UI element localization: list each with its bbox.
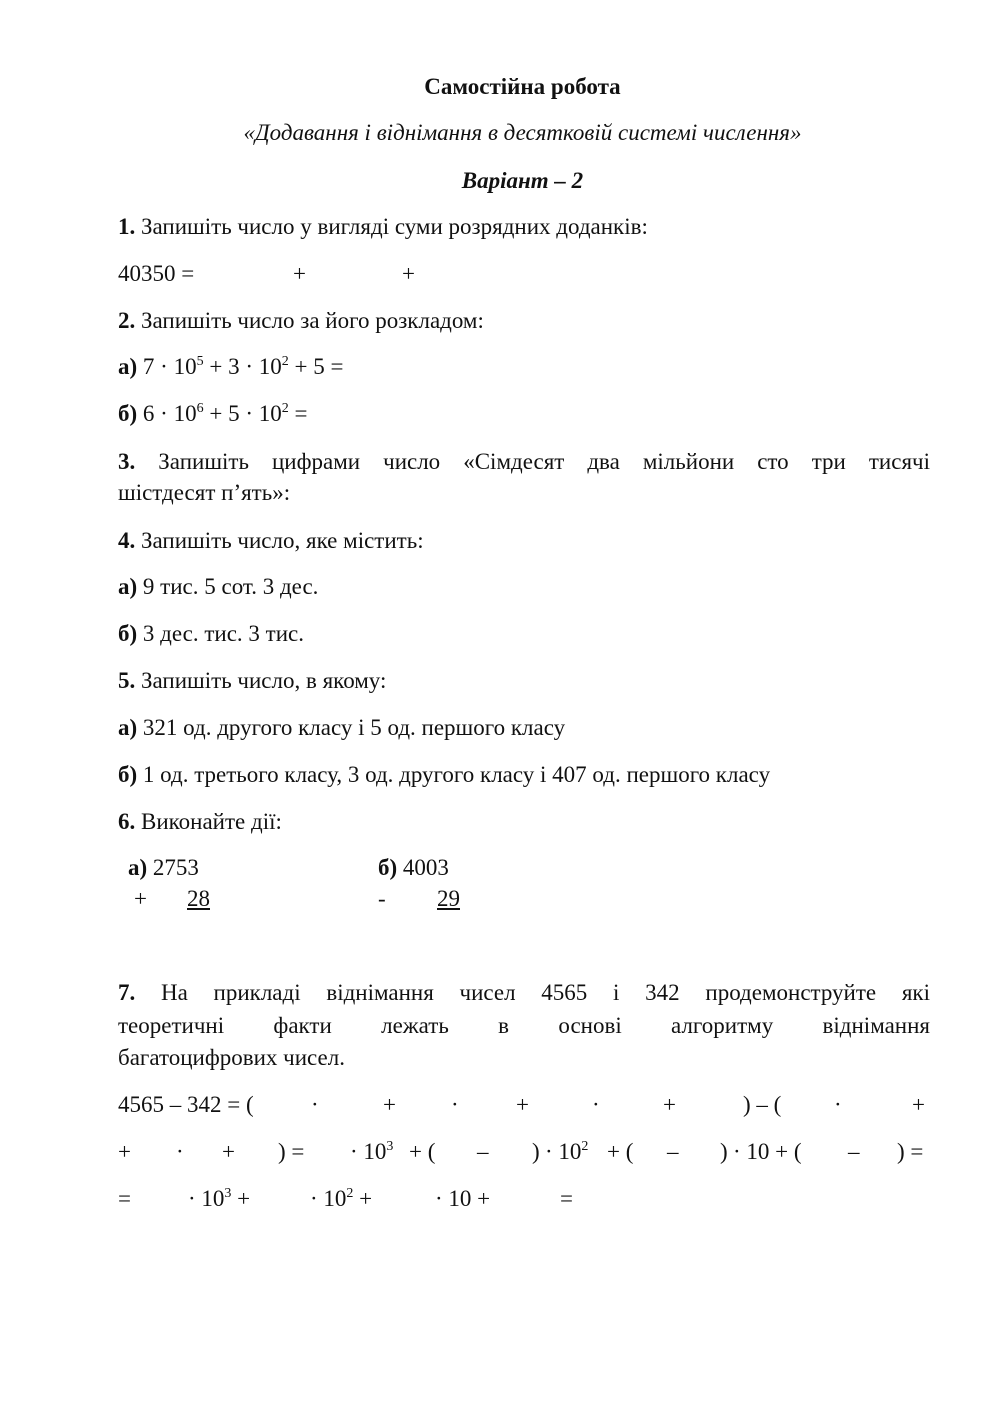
task-7-row2-ten-3-exp: 3 — [386, 1139, 394, 1154]
task-7-row3-ten-1: · 10 + — [435, 1186, 491, 1211]
variant-label: Варіант – 2 — [461, 168, 584, 193]
task-7-row1-plus-3: + — [663, 1092, 676, 1117]
task-6b-bottom: 29 — [437, 886, 460, 911]
task-3-prompt-1: Запишіть цифрами число «Сімдесят два мільйони сто три тисячі — [158, 449, 930, 474]
task-7-row2-ten-2 — [545, 1137, 588, 1167]
task-7-row2-plus-1: + — [118, 1139, 131, 1164]
task-7-row1-dot-2: · — [451, 1092, 459, 1117]
task-1-number: 1. — [118, 214, 136, 239]
task-7-row3-ten-3 — [188, 1184, 250, 1214]
task-7-row2-dot-1: · — [176, 1139, 184, 1164]
task-3-line-1 — [118, 447, 930, 477]
task-7-row1-start: 4565 – 342 = ( — [118, 1092, 254, 1117]
task-5a-label: а) — [118, 715, 138, 740]
task-7-prompt-1: На прикладі віднімання чисел 4565 і 342 продемонструйте які — [160, 980, 930, 1005]
task-7-row2-close-2: ) — [720, 1139, 728, 1164]
task-2-text — [118, 306, 930, 336]
task-2a-label: а) — [118, 354, 138, 379]
task-1-plus-1: + — [293, 261, 306, 286]
task-5b — [118, 760, 930, 790]
task-7-row1-dot-4: · — [834, 1092, 842, 1117]
task-1-prompt: Запишіть число у вигляді суми розрядних доданків: — [141, 214, 648, 239]
task-6a-op: + — [134, 886, 147, 911]
task-7-row2-close-eq-2: ) = — [897, 1139, 924, 1164]
task-7-row1-plus-1: + — [383, 1092, 396, 1117]
task-5-prompt: Запишіть число, в якому: — [141, 668, 387, 693]
task-2b-term-3: = — [294, 401, 308, 426]
task-2a-term-3: + 5 = — [294, 354, 344, 379]
task-2b-label: б) — [118, 401, 138, 426]
task-7-row2-plus-2: + — [222, 1139, 235, 1164]
task-6-number: 6. — [118, 809, 136, 834]
task-7-row2-open-2: + ( — [607, 1139, 634, 1164]
task-7-row2-ten-3-base: · 10 — [350, 1139, 387, 1164]
task-7-row3-ten-2-base: · 10 — [310, 1186, 347, 1211]
task-3-number: 3. — [118, 449, 136, 474]
task-7-row1-plus-4: + — [912, 1092, 925, 1117]
task-2b — [118, 399, 930, 429]
task-1-expression: 40350 = — [118, 261, 195, 286]
task-2b-exp-1: 6 — [196, 401, 204, 416]
task-7-row1-close-open: ) – ( — [743, 1092, 782, 1117]
task-4a — [118, 572, 930, 602]
task-6b-op: - — [378, 886, 386, 911]
task-2-number: 2. — [118, 308, 136, 333]
task-6a-top — [128, 853, 199, 883]
task-2a-exp-2: 2 — [281, 354, 289, 369]
task-4b-label: б) — [118, 621, 138, 646]
page-title: Самостійна робота — [424, 74, 621, 99]
task-7-row2-open-1: + ( — [409, 1139, 436, 1164]
task-7-row1-dot-3: · — [592, 1092, 600, 1117]
task-5-text — [118, 666, 930, 696]
task-7-row3-ten-2 — [310, 1184, 372, 1214]
task-2b-term-2: + 5 · 10 — [209, 401, 282, 426]
task-4b — [118, 619, 930, 649]
task-2-prompt: Запишіть число за його розкладом: — [141, 308, 484, 333]
task-6-text — [118, 807, 930, 837]
task-4-text — [118, 526, 930, 556]
task-5a — [118, 713, 930, 743]
task-6a-bottom: 28 — [187, 886, 210, 911]
task-4b-text: 3 дес. тис. 3 тис. — [142, 621, 305, 646]
task-7-row2-ten-2-base: · 10 — [545, 1139, 582, 1164]
task-7-row3-eq-start: = — [118, 1186, 131, 1211]
task-7-row3-eq-end: = — [560, 1186, 573, 1211]
task-4-number: 4. — [118, 528, 136, 553]
task-7-row2-ten-1: · 10 + ( — [733, 1139, 802, 1164]
task-7-row3-ten-3-base: · 10 — [188, 1186, 225, 1211]
task-2a — [118, 352, 930, 382]
task-6-prompt: Виконайте дії: — [141, 809, 282, 834]
task-5b-text: 1 од. третього класу, 3 од. другого класу і 407 од. першого класу — [142, 762, 771, 787]
task-6a-minuend: 2753 — [152, 855, 199, 880]
task-2a-term-2: + 3 · 10 — [209, 354, 282, 379]
page-subtitle: «Додавання і віднімання в десятковій системі числення» — [243, 120, 802, 145]
task-6b-minuend: 4003 — [402, 855, 449, 880]
task-4a-label: а) — [118, 574, 138, 599]
task-7-number: 7. — [118, 980, 136, 1005]
task-5a-text: 321 од. другого класу і 5 од. першого класу — [142, 715, 566, 740]
task-2b-exp-2: 2 — [281, 401, 289, 416]
task-6b-label: б) — [378, 855, 398, 880]
task-7-row2-minus-3: – — [848, 1139, 860, 1164]
task-1-plus-2: + — [402, 261, 415, 286]
task-7-row2-close-1: ) — [532, 1139, 540, 1164]
task-6a-label: а) — [128, 855, 148, 880]
task-5b-label: б) — [118, 762, 138, 787]
task-1-text — [118, 212, 930, 242]
task-7-row3-plus-2: + — [359, 1186, 373, 1211]
task-4a-text: 9 тис. 5 сот. 3 дес. — [142, 574, 319, 599]
task-7-row2-ten-2-exp: 2 — [581, 1139, 589, 1154]
task-7-row3-plus-1: + — [237, 1186, 251, 1211]
task-7-row2-ten-3 — [350, 1137, 393, 1167]
task-7-line-3: багатоцифрових чисел. — [118, 1045, 345, 1070]
task-3-line-2: шістдесят п’ять»: — [118, 480, 291, 505]
task-7-row3-ten-3-exp: 3 — [224, 1186, 232, 1201]
task-4-prompt: Запишіть число, яке містить: — [141, 528, 424, 553]
task-2b-term-1: 6 · 10 — [142, 401, 197, 426]
task-6b-top — [378, 853, 449, 883]
task-7-row2-minus-1: – — [477, 1139, 489, 1164]
task-7-row2-minus-2: – — [667, 1139, 679, 1164]
task-2a-term-1: 7 · 10 — [142, 354, 197, 379]
task-7-row2-close-eq: ) = — [278, 1139, 305, 1164]
task-2a-exp-1: 5 — [196, 354, 204, 369]
task-7-line-2: теоретичні факти лежать в основі алгоритму віднімання — [118, 1013, 930, 1038]
task-7-row1-plus-2: + — [516, 1092, 529, 1117]
task-7-row1-dot-1: · — [311, 1092, 319, 1117]
task-5-number: 5. — [118, 668, 136, 693]
task-7-row3-ten-2-exp: 2 — [346, 1186, 354, 1201]
task-7-line-1 — [118, 978, 930, 1008]
